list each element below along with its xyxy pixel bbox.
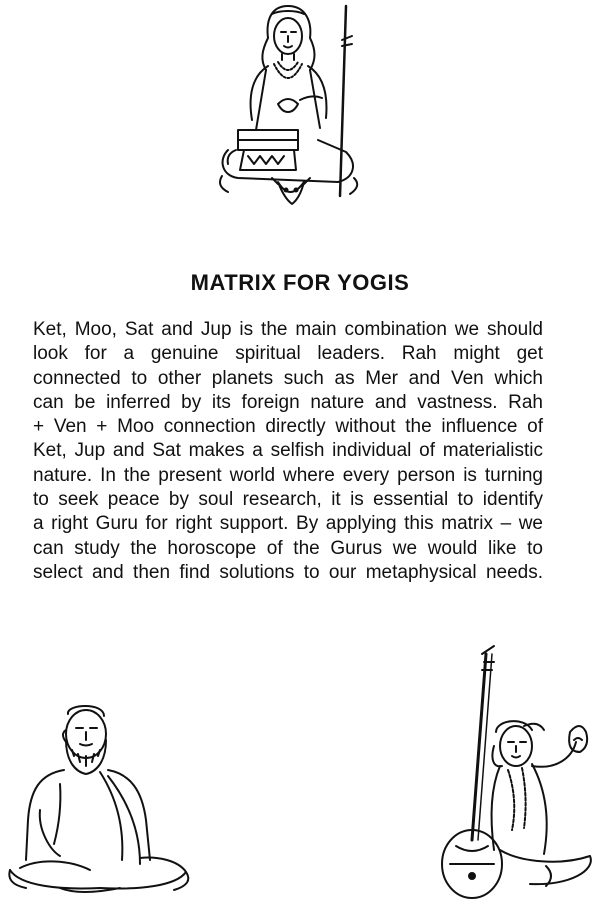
paragraph-line: Ket, Moo, Sat and Jup is the main combination we should [33,319,543,340]
paragraph-line: look for a genuine spiritual leaders. Rah might get [33,343,543,365]
seated-sage-with-staff-illustration [208,0,368,212]
paragraph-line: a right Guru for right support. By applying this matrix – we [33,513,543,535]
paragraph-line: nature. In the present world where every person is turning [33,464,543,486]
paragraph-line: can study the horoscope of the Gurus we would like to [33,537,543,559]
musician-with-tanpura-illustration [420,640,600,903]
paragraph-line: + Ven + Moo connection directly without the influence of [33,416,543,438]
paragraph-line: Ket, Jup and Sat makes a selfish individual of materialistic [33,440,543,462]
body-paragraph [33,318,543,585]
page-title: MATRIX FOR YOGIS [190,270,410,295]
paragraph-line: connected to other planets such as Mer and Ven which [33,367,543,389]
paragraph-line: can be inferred by its foreign nature and vastness. Rah [33,391,543,413]
seated-bearded-guru-illustration [0,700,200,903]
paragraph-line: select and then find solutions to our metaphysical needs. [33,561,543,583]
paragraph-line: to seek peace by soul research, it is essential to identify [33,489,543,511]
